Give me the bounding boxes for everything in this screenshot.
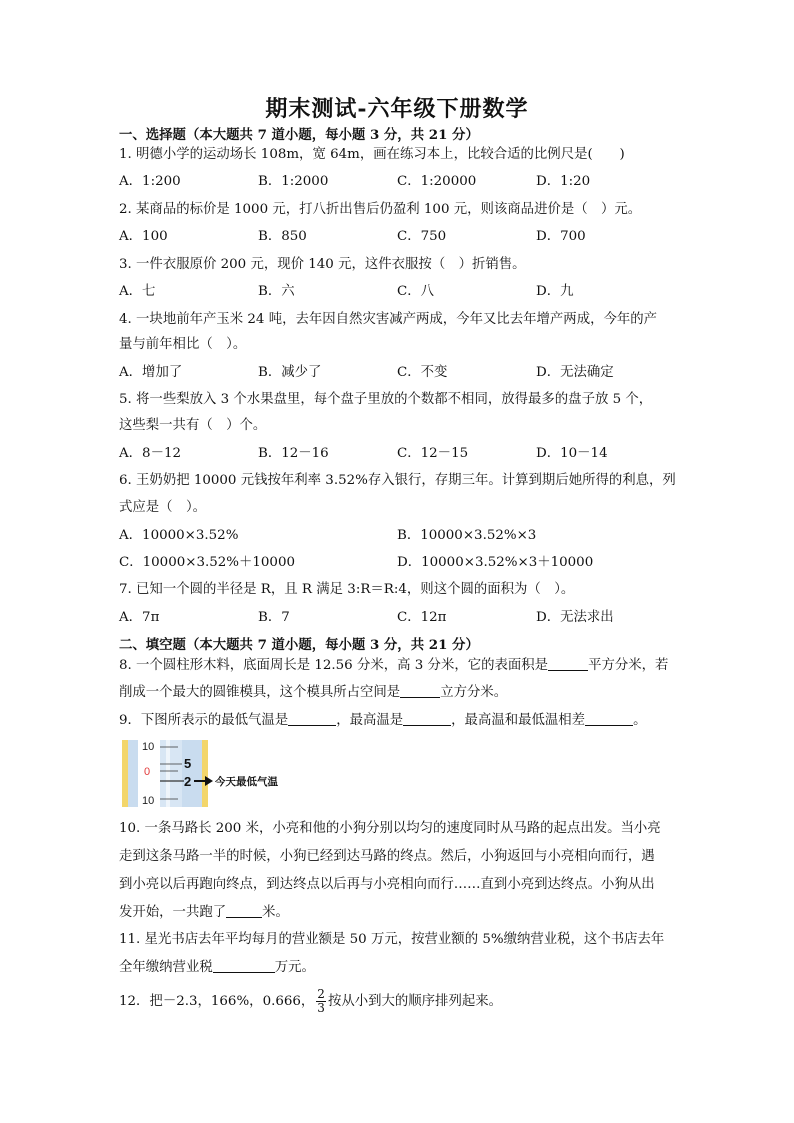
option-b: B．10000×3.52%×3 [397, 528, 537, 543]
caption-label: 今天最低气温 [215, 776, 278, 788]
fraction-denominator: 3 [317, 1001, 325, 1015]
question-3: 3. 一件衣服原价 200 元，现价 140 元，这件衣服按（ ）折销售。 [119, 257, 526, 272]
question-8-text: 削成一个最大的圆锥模具，这个模具所占空间是 [119, 685, 401, 700]
option-c: C．不变 [397, 365, 448, 380]
answer-blank[interactable] [226, 903, 262, 918]
question-11-cont [119, 958, 315, 977]
answer-blank[interactable] [400, 683, 440, 698]
question-7: 7. 已知一个圆的半径是 R，且 R 满足 3:R＝R:4，则这个圆的面积为（ ）。 [119, 582, 575, 597]
question-12-text: 按从小到大的顺序排列起来。 [327, 994, 503, 1009]
option-d: D．10000×3.52%×3＋10000 [397, 555, 594, 570]
question-10-cont [119, 903, 289, 922]
option-a: A．7π [119, 610, 160, 625]
question-12 [119, 988, 502, 1015]
option-b: B．减少了 [258, 365, 322, 380]
question-11: 11. 星光书店去年平均每月的营业额是 50 万元，按营业额的 5%缴纳营业税，这个书店去年 [119, 932, 665, 947]
question-8-text: 立方分米。 [440, 685, 508, 700]
question-5-cont: 这些梨一共有（ ）个。 [119, 418, 267, 433]
option-d: D．700 [536, 229, 586, 244]
question-5: 5. 将一些梨放入 3 个水果盘里，每个盘子里放的个数都不相同，放得最多的盘子放 5 个， [119, 392, 653, 407]
question-10-text: 发开始，一共跑了 [119, 905, 227, 920]
option-b: B．850 [258, 229, 307, 244]
question-9-text: ，最高温和最低温相差 [451, 713, 586, 728]
question-10-cont: 走到这条马路一半的时候，小狗已经到达马路的终点。然后，小狗返回与小亮相向而行，遇 [119, 849, 655, 864]
answer-blank[interactable] [585, 711, 633, 726]
thermometer-edge [122, 740, 128, 807]
option-a: A．增加了 [119, 365, 183, 380]
question-11-text: 万元。 [274, 960, 315, 975]
thermometer-edge [202, 740, 208, 807]
answer-blank[interactable] [548, 656, 588, 671]
question-8-text: 平方分米，若 [588, 658, 669, 673]
option-a: A．1:200 [119, 174, 181, 189]
question-2: 2. 某商品的标价是 1000 元，打八折出售后仍盈利 100 元，则该商品进价是（ ）元。 [119, 202, 642, 217]
question-4: 4. 一块地前年产玉米 24 吨，去年因自然灾害减产两成，今年又比去年增产两成，今年的产 [119, 312, 658, 327]
option-d: D．1:20 [536, 174, 591, 189]
question-9-text: ，最高温是 [336, 713, 404, 728]
thermometer-figure [122, 740, 287, 807]
option-c: C．1:20000 [397, 174, 477, 189]
option-b: B．1:2000 [258, 174, 329, 189]
question-8-text: 8. 一个圆柱形木料，底面周长是 12.56 分米，高 3 分米，它的表面积是 [119, 658, 549, 673]
section-heading: 一、选择题（本大题共 7 道小题，每小题 3 分，共 21 分） [119, 127, 479, 143]
answer-blank[interactable] [213, 958, 275, 973]
thermometer-scale [160, 740, 182, 807]
option-c: C．750 [397, 229, 447, 244]
option-b: B．六 [258, 284, 295, 299]
question-10-cont: 到小亮以后再跑向终点，到达终点以后再与小亮相向而行……直到小亮到达终点。小狗从出 [119, 877, 655, 892]
question-8 [119, 656, 668, 675]
option-c: C．八 [397, 284, 435, 299]
question-6-cont: 式应是（ ）。 [119, 500, 207, 515]
option-a: A．七 [119, 284, 156, 299]
option-a: A．8－12 [119, 446, 182, 461]
question-8-cont [119, 683, 507, 702]
fraction-numerator: 2 [317, 987, 325, 1001]
question-10: 10. 一条马路长 200 米，小亮和他的小狗分别以均匀的速度同时从马路的起点出发。当小亮 [119, 821, 661, 836]
option-d: D．10－14 [536, 446, 608, 461]
tick-label-top: 10 [142, 741, 155, 753]
option-d: D．无法求出 [536, 610, 614, 625]
fraction [316, 988, 326, 1015]
question-10-text: 米。 [262, 905, 289, 920]
option-c: C．10000×3.52%＋10000 [119, 555, 295, 570]
tick-label-zero: 0 [144, 766, 151, 778]
mercury-column [166, 740, 170, 807]
page-title: 期末测试-六年级下册数学 [265, 96, 529, 122]
option-d: D．九 [536, 284, 574, 299]
question-9-text: 9．下图所表示的最低气温是 [119, 713, 289, 728]
question-9 [119, 711, 646, 730]
question-1: 1. 明德小学的运动场长 108m，宽 64m，画在练习本上，比较合适的比例尺是( ) [119, 147, 625, 162]
answer-blank[interactable] [288, 711, 336, 726]
question-6: 6. 王奶奶把 10000 元钱按年利率 3.52%存入银行，存期三年。计算到期后她所得的利息，列 [119, 473, 676, 488]
answer-blank[interactable] [403, 711, 451, 726]
option-d: D．无法确定 [536, 365, 614, 380]
mark-label-low: 2 [184, 774, 192, 789]
option-b: B．7 [258, 610, 290, 625]
section-heading: 二、填空题（本大题共 7 道小题，每小题 3 分，共 21 分） [119, 637, 479, 653]
option-c: C．12－15 [397, 446, 469, 461]
option-a: A．100 [119, 229, 168, 244]
option-a: A．10000×3.52% [119, 528, 239, 543]
question-4-cont: 量与前年相比（ ）。 [119, 337, 247, 352]
option-c: C．12π [397, 610, 447, 625]
question-12-text: 12．把－2.3，166%，0.666， [119, 994, 315, 1009]
mark-label-high: 5 [184, 756, 192, 771]
arrow-icon [205, 776, 213, 786]
question-9-text: 。 [633, 713, 647, 728]
option-b: B．12－16 [258, 446, 329, 461]
question-11-text: 全年缴纳营业税 [119, 960, 213, 975]
tick-label-bottom: 10 [142, 795, 155, 807]
